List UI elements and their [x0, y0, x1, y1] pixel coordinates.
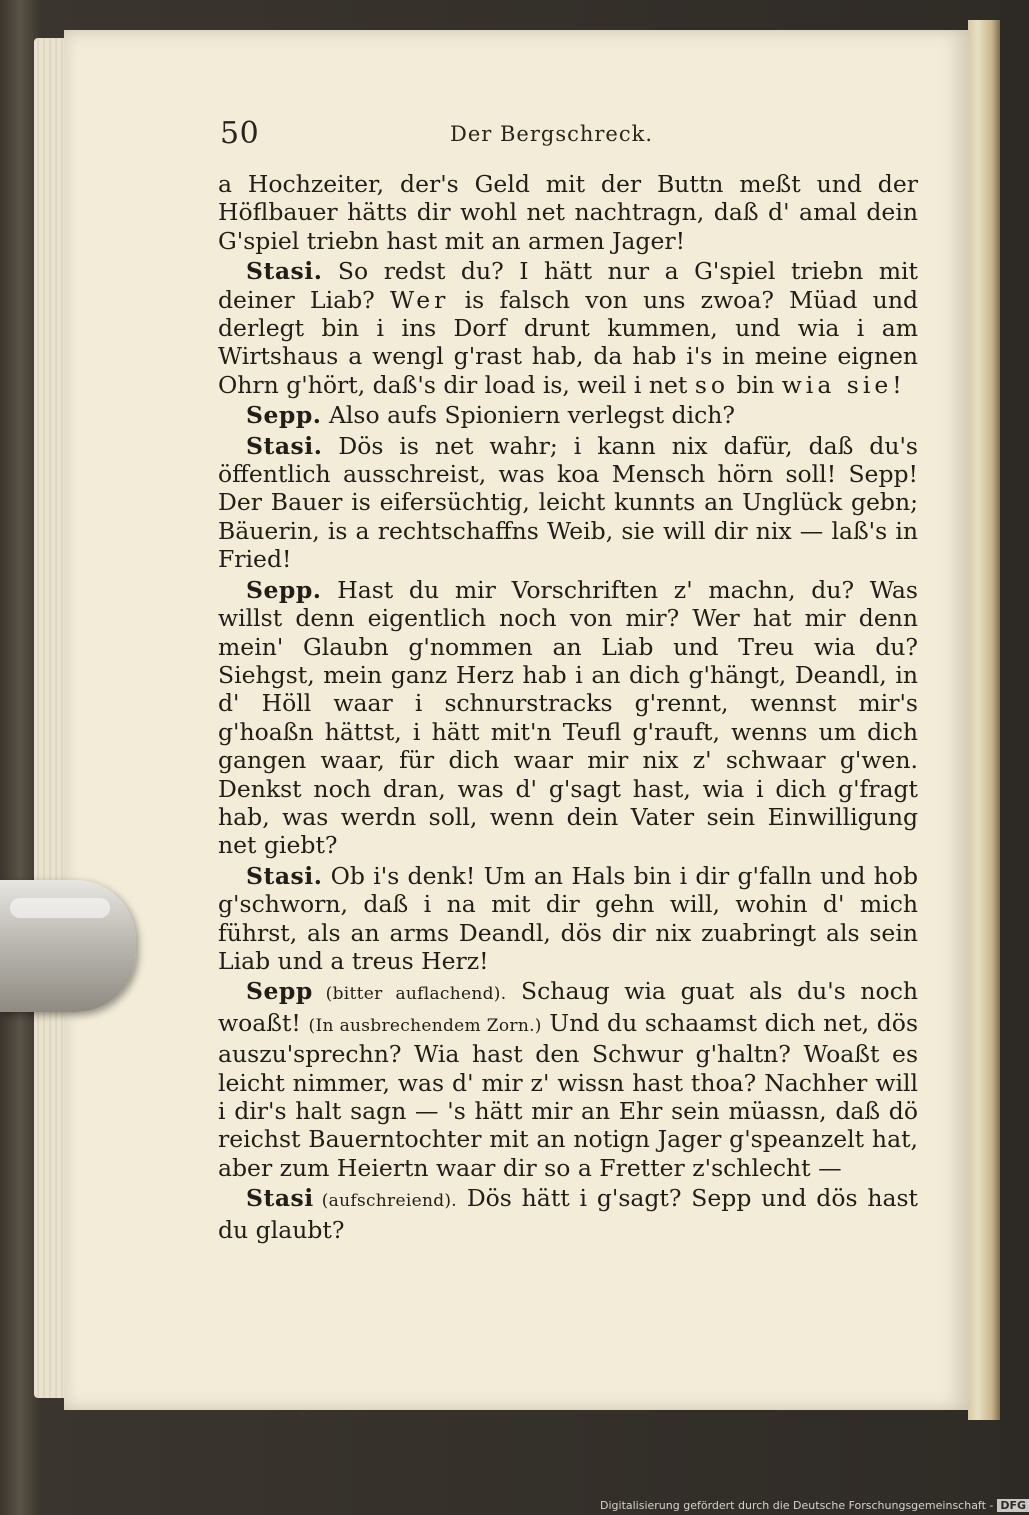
- dialogue-paragraph: [218, 257, 918, 399]
- speaker-name: Sepp.: [246, 575, 322, 604]
- digitization-footer: [600, 1499, 1027, 1515]
- dialogue-text: !: [892, 370, 902, 399]
- page-header: [220, 116, 920, 156]
- page-body: [218, 170, 918, 1244]
- page-number: 50: [220, 116, 260, 151]
- binding-edge: [968, 20, 1000, 1420]
- stage-direction: (aufschreiend).: [313, 1191, 458, 1212]
- speaker-name: Stasi: [246, 1184, 314, 1213]
- dialogue-paragraph: [218, 401, 918, 429]
- dialogue-text: is falsch von uns zwoa? Müad und derlegt bin i ins Dorf drunt kummen, und wia i am Wirtshaus a wengl g'rast hab, da hab i's in meine eignen Ohrn g'hört, daß's dir load is, weil i net: [218, 285, 918, 399]
- paragraph: [218, 170, 918, 255]
- dialogue-text: Dös hätt i g'sagt? Sepp und dös hast du glaubt?: [218, 1184, 918, 1244]
- speaker-name: Stasi.: [246, 257, 323, 286]
- dialogue-paragraph: [218, 576, 918, 860]
- dialogue-text: Also aufs Spioniern verlegst dich?: [321, 401, 735, 430]
- page-clip: [0, 880, 136, 1012]
- speaker-name: Stasi.: [246, 431, 323, 460]
- dialogue-text: bin: [729, 370, 782, 399]
- dialogue-paragraph: [218, 977, 918, 1182]
- dialogue-text: Dös is net wahr; i kann nix dafür, daß du's öffentlich ausschreist, was koa Mensch hörn soll! Sepp! Der Bauer is eifersüchtig, leicht kunnts an Unglück gebn; Bäuerin, is a rechtschaffns Weib, sie will dir nix — laß's in Fried!: [218, 431, 918, 574]
- speaker-name: Sepp: [246, 977, 313, 1006]
- emphasis-text: wia sie: [781, 370, 893, 399]
- print-mark: [299, 1412, 305, 1418]
- speaker-name: Stasi.: [246, 861, 323, 890]
- paragraph-text: a Hochzeiter, der's Geld mit der Buttn meßt und der Höflbauer hätts dir wohl net nachtragn, daß d' amal dein G'spiel triebn hast mit an armen Jager!: [218, 170, 918, 255]
- dialogue-text: So redst du? I hätt nur a G'spiel triebn mit deiner Liab?: [218, 257, 918, 314]
- dialogue-text: Und du schaamst dich net, dös auszu'sprechn? Wia hast den Schwur g'haltn? Woaßt es leicht nimmer, was d' mir z' wissn hast thoa? Nachher will i dir's halt sagn — 's hätt mir an Ehr sein müassn, daß dö reichst Bauerntochter mit an notign Jager g'speanzelt hat, aber zum Heiertn waar dir so a Fretter z'schlecht —: [218, 1008, 918, 1182]
- dialogue-text: Ob i's denk! Um an Hals bin i dir g'falln und hob g'schworn, daß i na mit dir gehn will, wohin d' mich führst, als an arms Deandl, dös dir nix zuabringt als sein Liab und a treus Herz!: [218, 861, 918, 975]
- emphasis-text: so: [694, 370, 730, 399]
- dialogue-text: Schaug wia guat als du's noch woaßt!: [218, 977, 918, 1037]
- dialogue-text: Hast du mir Vorschriften z' machn, du? Was willst denn eigentlich noch von mir? Wer hat mir denn mein' Glaubn g'nommen an Liab und Treu wia du? Siehgst, mein ganz Herz hab i an dich g'hängt, Deandl, in d' Höll waar i schnurstracks g'rennt, wennst mir's g'hoaßn hättst, i hätt mit'n Teufl g'rauft, wenns um dich gangen waar, für dich waar mir nix z' schwaar g'wen. Denkst noch dran, was d' g'sagt hast, wia i dich g'fragt hab, was werdn soll, wenn dein Vater sein Einwilligung net giebt?: [218, 575, 918, 860]
- stage-direction: (In ausbrechendem Zorn.): [308, 1015, 542, 1036]
- emphasis-text: Wer: [390, 285, 450, 314]
- dialogue-paragraph: [218, 432, 918, 574]
- dialogue-paragraph: [218, 1184, 918, 1244]
- dfg-logo: DFG: [997, 1499, 1029, 1512]
- stage-direction: (bitter auflachend).: [312, 984, 507, 1005]
- dialogue-paragraph: [218, 862, 918, 976]
- footer-text: Digitalisierung gefördert durch die Deutsche Forschungsgemeinschaft -: [600, 1499, 994, 1512]
- running-title: Der Bergschreck.: [450, 122, 654, 146]
- speaker-name: Sepp.: [246, 401, 322, 430]
